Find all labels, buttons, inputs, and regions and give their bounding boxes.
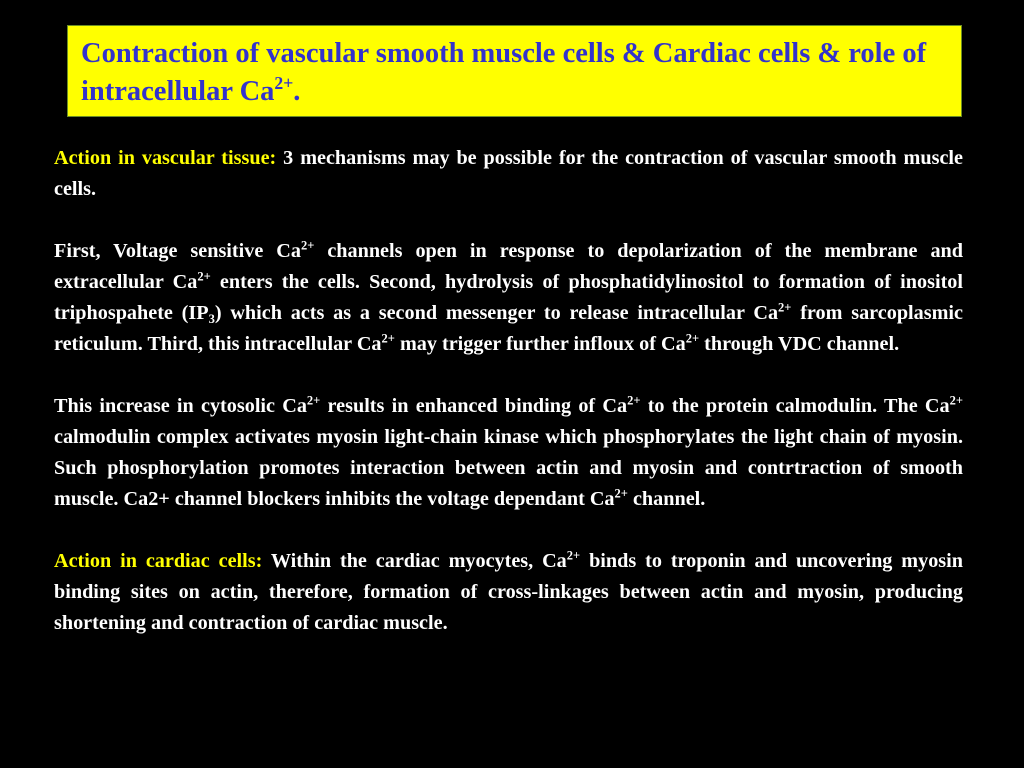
paragraph-cardiac-action: Action in cardiac cells: Within the cardiac myocytes, $Ca^{2+}$ binds to troponin and uncovering myosin binding sites on actin, therefore, formation of cross-linkages between actin and myosin, producing shortening and contraction of cardiac muscle. xyxy=(54,548,963,634)
slide-title-box xyxy=(67,25,962,117)
slide-title: Contraction of vascular smooth muscle cells & Cardiac cells & role of intracellular $Ca^{2+}$. xyxy=(81,38,927,107)
slide-body xyxy=(54,143,963,639)
paragraph-mechanisms: First, Voltage sensitive $Ca^{2+}$ channels open in response to depolarization of the membrane and extracellular $Ca^{2+}$ enters the cells. Second, hydrolysis of phosphatidylinositol to formation of inositol triphospahete $(IP_3)$ which acts as a second messenger to release intracellular $Ca^{2+}$ from sarcoplasmic reticulum. Third, this intracellular $Ca^{2+}$ may trigger further infloux of $Ca^{2+}$ through VDC channel. xyxy=(54,238,964,355)
paragraph-vascular-action: Action in vascular tissue: 3 mechanisms may be possible for the contraction of vascular smooth muscle cells. xyxy=(54,147,963,200)
heading-vascular-tissue: Action in vascular tissue: xyxy=(54,147,277,169)
paragraph-calmodulin: This increase in cytosolic $Ca^{2+}$ results in enhanced binding of $Ca^{2+}$ to the protein calmodulin. The $Ca^{2+}$ calmodulin complex activates myosin light-chain kinase which phosphorylates the light chain of myosin. Such phosphorylation promotes interaction between actin and myosin and contrtraction of smooth muscle. Ca2+ channel blockers inhibits the voltage dependant $Ca^{2+}$ channel. xyxy=(54,393,963,510)
heading-cardiac-cells: Action in cardiac cells: xyxy=(54,550,263,572)
